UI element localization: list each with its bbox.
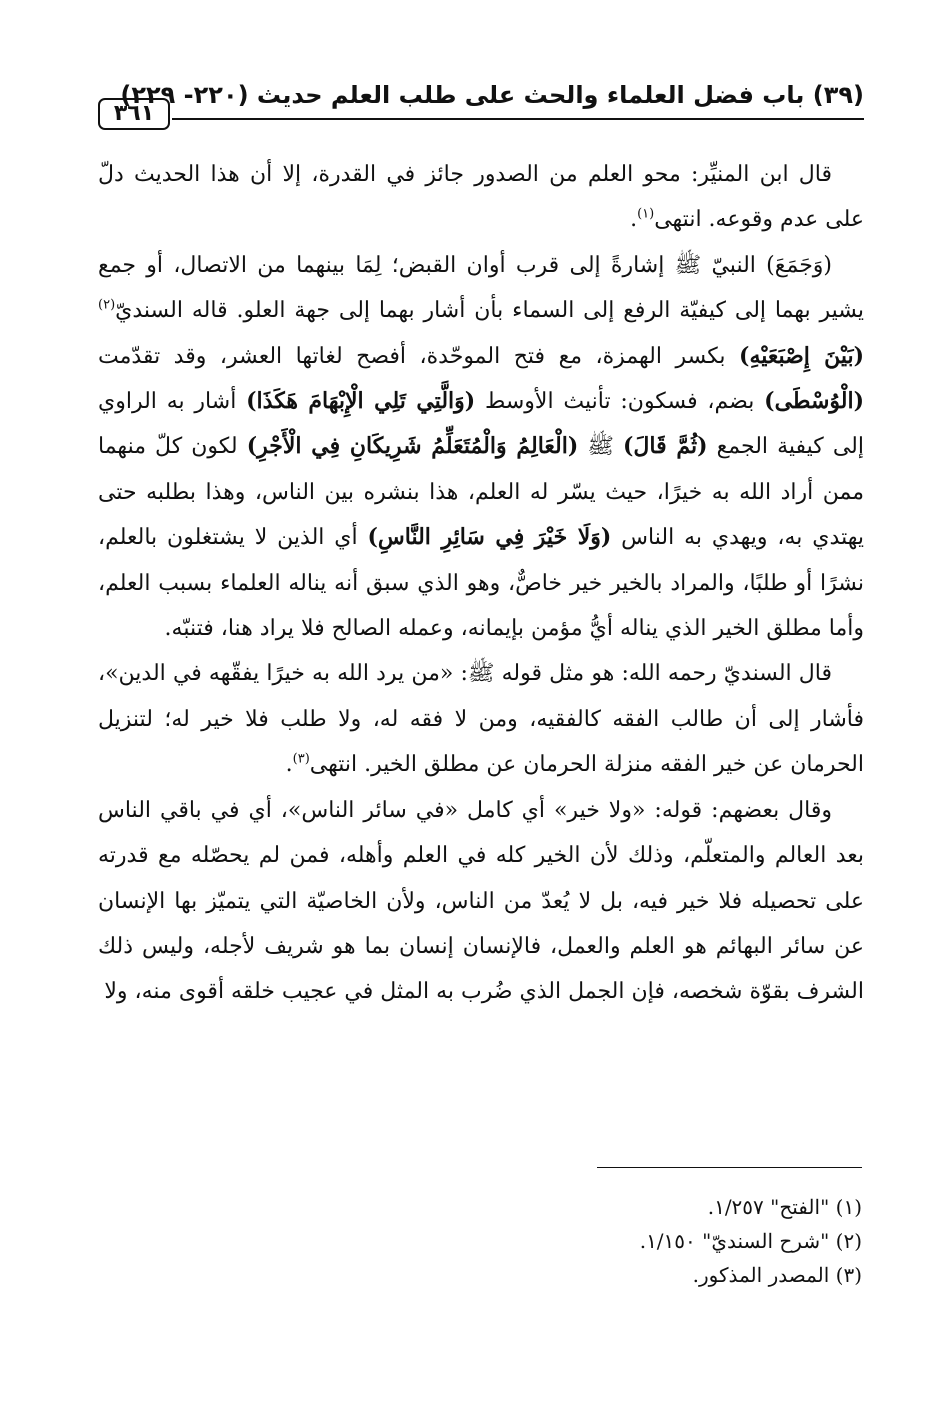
paragraph-1 [98,152,864,243]
footnote-ref-2: (٢) [98,297,116,313]
text-run: . [285,752,293,778]
page-number: ٣٦١ [98,98,170,130]
running-header [98,78,864,130]
paragraph-4 [98,788,864,1015]
paragraph-3 [98,651,864,787]
hadith-quote: (ثُمَّ قَالَ) [622,433,708,460]
paragraph-2 [98,243,864,652]
hadith-quote: (وَلَا خَيْرَ فِي سَائِرِ النَّاسِ) [367,524,612,551]
footnote-ref-3: (٣) [292,751,310,767]
footnote-2: (٢) "شرح السنديّ" ١/١٥٠. [639,1229,862,1253]
text-run: وقال بعضهم: قوله: «ولا خير» أي كامل «في سائر الناس»، أي في باقي الناس بعد العالم والمتعلّم، وذلك لأن الخير كله في العلم وأهله، فمن لم يحصّله مع قدرته على تحصيله فلا خير فيه، بل لا يُعدّ من الناس، ولأن الخاصيّة التي يتميّز بها الإنسان عن سائر البهائم هو العلم والعمل، فالإنسان إنسان بما هو شريف لأجله، وليس ذلك الشرف بقوّة شخصه، فإن الجمل الذي ضُرب به المثل في عجيب خلقه أقوى منه، ولا [98,797,864,1005]
text-run: . [630,207,638,233]
text-run: أشار به الراوي إلى كيفية الجمع [98,389,864,460]
footnotes [300,1190,862,1292]
hadith-quote: (وَالَّتِي تَلِي الْإِبْهَامَ هَكَذَا) [246,388,476,415]
text-run: (وَجَمَعَ) النبيّ ﷺ إشارةً إلى قرب أوان القبض؛ لِمَا بينهما من الاتصال، أو جمع يشير بهما إلى كيفيّة الرفع إلى السماء بأن أشار بهما إلى جهة العلو. قاله السنديّ [98,252,864,324]
hadith-quote: (الْعَالِمُ وَالْمُتَعَلِّمُ شَرِيكَانِ فِي الْأَجْرِ) [246,433,579,460]
chapter-title: (٣٩) باب فضل العلماء والحث على طلب العلم حديث (٢٢٠- ٢٢٩) [120,81,864,109]
text-run: لكون كلّ منهما ممن أراد الله به خيرًا، حيث يسّر له العلم، هذا بنشره بين الناس، وهذا بطلبه حتى يهتدي به، ويهدي به الناس [98,434,864,551]
text-run: بكسر الهمزة، مع فتح الموحّدة، أفصح لغاتها العشر، وقد تقدّمت [98,343,740,369]
hadith-quote: (الْوُسْطَى) [764,388,864,415]
hadith-quote: (بَيْنَ إِصْبَعَيْهِ) [739,342,864,369]
main-text [98,152,864,1015]
text-run: ﷺ [578,434,623,460]
text-run: بضم، فسكون: تأنيث الأوسط [475,389,765,415]
footnote-separator [597,1167,862,1168]
header-rule [172,118,864,120]
text-run: أي الذين لا يشتغلون بالعلم، نشرًا أو طلبًا، والمراد بالخير خير خاصٌّ، وهو الذي سبق أنه يناله العلماء بسبب العلم، وأما مطلق الخير الذي يناله أيُّ مؤمن بإيمانه، وعمله الصالح فلا يراد هنا، فتنبّه. [98,525,864,642]
text-run: قال ابن المنيِّر: محو العلم من الصدور جائز في القدرة، إلا أن هذا الحديث دلّ على عدم وقوعه. انتهى [98,162,864,233]
footnote-3: (٣) المصدر المذكور. [692,1263,862,1287]
footnote-1: (١) "الفتح" ١/٢٥٧. [707,1195,862,1219]
text-run: قال السنديّ رحمه الله: هو مثل قوله ﷺ: «من يرد الله به خيرًا يفقّهه في الدين»، فأشار إلى أن طالب الفقه كالفقيه، ومن لا فقه له، ولا طلب فلا خير له؛ لتنزيل الحرمان عن خير الفقه منزلة الحرمان عن مطلق الخير. انتهى [98,661,864,778]
footnote-ref-1: (١) [637,207,655,223]
